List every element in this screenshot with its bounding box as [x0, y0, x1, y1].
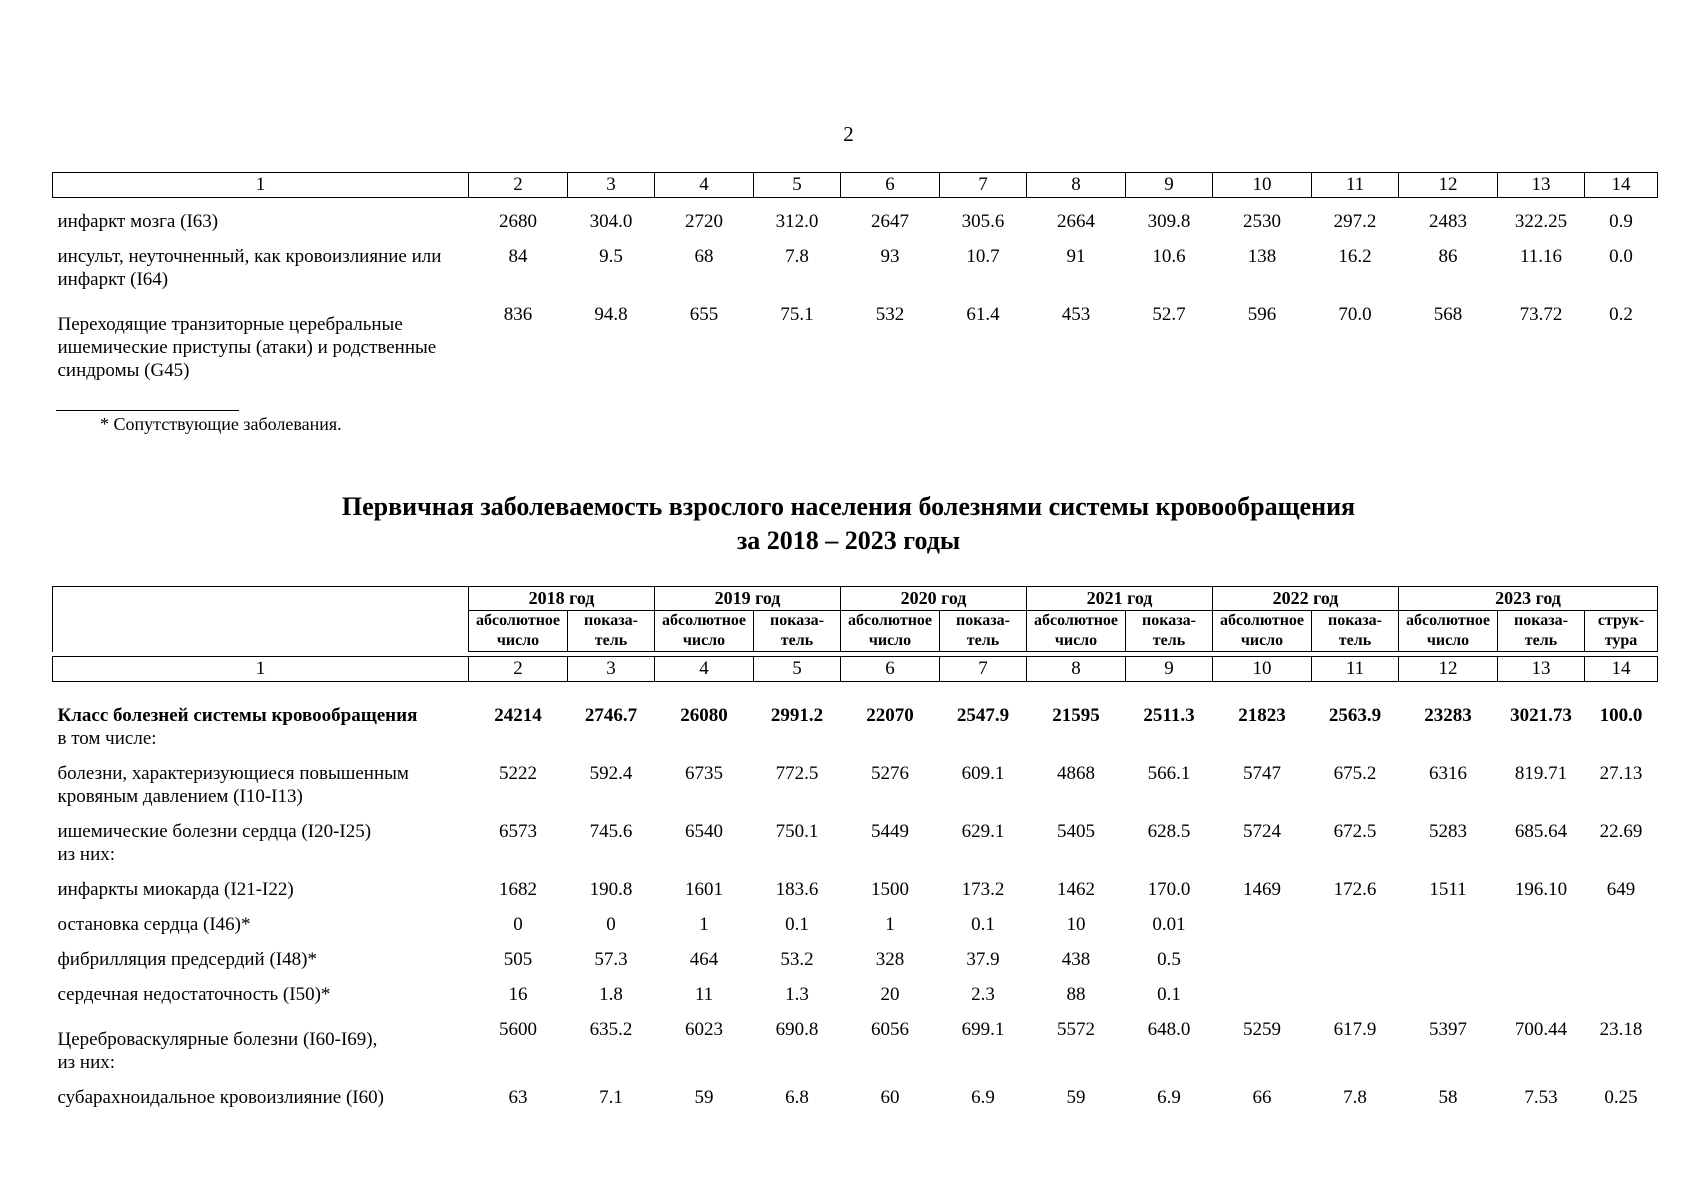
table-title	[0, 490, 1697, 558]
value-cell: 0.1	[1157, 984, 1181, 1005]
value-cell: 592.4	[589, 763, 633, 784]
rate-header: показа- тель	[568, 611, 655, 652]
value-cell: 568	[1433, 304, 1463, 325]
column-number-cell: 3	[568, 173, 655, 198]
value-cell: 20	[880, 984, 900, 1005]
value-cell: 22.69	[1599, 821, 1643, 842]
value-cell	[1585, 983, 1658, 1018]
column-number-cell: 2	[469, 173, 568, 198]
row-label-text: инфаркт мозга (I63)	[57, 211, 219, 232]
column-number-cell: 7	[940, 657, 1027, 682]
value-cell: 66	[1252, 1087, 1272, 1108]
value-cell: 7.1	[599, 1087, 623, 1108]
table-row	[53, 948, 1658, 983]
column-number-cell: 12	[1399, 173, 1498, 198]
value-cell: 5724	[1243, 821, 1281, 842]
value-cell	[1585, 948, 1658, 983]
year-2023-header: 2023 год	[1399, 587, 1658, 611]
row-label-text: Переходящие транзиторные церебральные ишемические приступы (атаки) и родственные синдромы (G45)	[57, 314, 437, 381]
value-cell	[1312, 948, 1399, 983]
rate-header: показа- тель	[1126, 611, 1213, 652]
value-cell: 1.3	[785, 984, 809, 1005]
row-label-text: Цереброваскулярные болезни (I60-I69),	[57, 1029, 378, 1050]
value-cell: 75.1	[780, 304, 814, 325]
value-cell: 5259	[1243, 1019, 1281, 1040]
value-cell	[1585, 913, 1658, 948]
abs-header: абсолютное число	[841, 611, 940, 652]
value-cell: 2563.9	[1328, 705, 1382, 726]
abs-header: абсолютное число	[1399, 611, 1498, 652]
value-cell: 10.6	[1152, 246, 1186, 267]
continuation-table	[52, 172, 1658, 394]
struct-header: струк- тура	[1585, 611, 1658, 652]
column-number-cell: 11	[1312, 173, 1399, 198]
value-cell: 304.0	[589, 211, 633, 232]
value-cell: 5397	[1429, 1019, 1467, 1040]
table-row	[53, 1086, 1658, 1121]
value-cell: 609.1	[961, 763, 1005, 784]
column-number-cell: 8	[1027, 173, 1126, 198]
abs-header: абсолютное число	[1027, 611, 1126, 652]
value-cell: 2720	[685, 211, 723, 232]
value-cell: 699.1	[961, 1019, 1005, 1040]
column-number-cell: 2	[469, 657, 568, 682]
value-cell: 6.9	[971, 1087, 995, 1108]
column-number-cell: 7	[940, 173, 1027, 198]
value-cell: 84	[508, 246, 528, 267]
value-cell: 60	[880, 1087, 900, 1108]
value-cell: 1	[699, 914, 709, 935]
value-cell: 173.2	[961, 879, 1005, 900]
table-row	[53, 210, 1658, 245]
value-cell: 10	[1066, 914, 1086, 935]
value-cell: 57.3	[594, 949, 628, 970]
value-cell: 2547.9	[956, 705, 1010, 726]
row-label	[53, 983, 469, 1018]
column-number-row	[53, 173, 1658, 198]
value-cell: 2511.3	[1143, 705, 1195, 726]
value-cell: 6.9	[1157, 1087, 1181, 1108]
table-row	[53, 245, 1658, 303]
column-number-cell: 14	[1585, 173, 1658, 198]
row-label	[53, 245, 469, 303]
table-row	[53, 1018, 1658, 1086]
value-cell: 70.0	[1338, 304, 1372, 325]
value-cell: 1462	[1057, 879, 1095, 900]
title-line-2: за 2018 – 2023 годы	[736, 526, 961, 555]
value-cell: 6316	[1429, 763, 1467, 784]
value-cell: 2.3	[971, 984, 995, 1005]
value-cell: 0.01	[1152, 914, 1186, 935]
value-cell: 2647	[871, 211, 909, 232]
value-cell	[1399, 983, 1498, 1018]
rate-header: показа- тель	[940, 611, 1027, 652]
value-cell: 6540	[685, 821, 723, 842]
value-cell: 3021.73	[1510, 705, 1572, 726]
value-cell: 5283	[1429, 821, 1467, 842]
value-cell: 1511	[1429, 879, 1467, 900]
value-cell: 23.18	[1599, 1019, 1643, 1040]
value-cell: 297.2	[1333, 211, 1377, 232]
value-cell: 0.2	[1609, 304, 1633, 325]
column-number-cell: 1	[53, 657, 469, 682]
row-label-text: сердечная недостаточность (I50)*	[57, 984, 331, 1005]
year-2022-header: 2022 год	[1213, 587, 1399, 611]
value-cell: 52.7	[1152, 304, 1186, 325]
value-cell: 23283	[1424, 705, 1472, 726]
value-cell: 183.6	[775, 879, 819, 900]
value-cell: 532	[875, 304, 905, 325]
value-cell: 635.2	[589, 1019, 633, 1040]
table-row	[53, 820, 1658, 878]
value-cell: 0.5	[1157, 949, 1181, 970]
value-cell: 649	[1606, 879, 1636, 900]
main-table	[52, 586, 1658, 1121]
row-label	[53, 303, 469, 394]
value-cell: 5572	[1057, 1019, 1095, 1040]
value-cell: 1469	[1243, 879, 1281, 900]
value-cell: 100.0	[1599, 705, 1643, 726]
row-label	[53, 1086, 469, 1121]
column-number-cell: 6	[841, 173, 940, 198]
table-row	[53, 704, 1658, 762]
column-number-cell: 10	[1213, 657, 1312, 682]
value-cell: 91	[1066, 246, 1086, 267]
row-label	[53, 878, 469, 913]
value-cell: 24214	[494, 705, 542, 726]
column-number-cell: 14	[1585, 657, 1658, 682]
value-cell: 11	[694, 984, 714, 1005]
value-cell: 305.6	[961, 211, 1005, 232]
value-cell: 94.8	[594, 304, 628, 325]
row-label-text: болезни, характеризующиеся повышенным кровяным давлением (I10-I13)	[57, 763, 409, 807]
value-cell: 655	[689, 304, 719, 325]
value-cell: 5405	[1057, 821, 1095, 842]
value-cell: 2483	[1429, 211, 1467, 232]
value-cell: 22070	[866, 705, 914, 726]
column-number-cell: 6	[841, 657, 940, 682]
column-number-cell: 11	[1312, 657, 1399, 682]
value-cell: 0	[513, 914, 523, 935]
value-cell	[1498, 948, 1585, 983]
column-number-row	[53, 657, 1658, 682]
value-cell: 63	[508, 1087, 528, 1108]
value-cell: 5222	[499, 763, 537, 784]
value-cell: 59	[1066, 1087, 1086, 1108]
value-cell: 0.9	[1609, 211, 1633, 232]
value-cell: 453	[1061, 304, 1091, 325]
value-cell: 93	[880, 246, 900, 267]
value-cell: 5747	[1243, 763, 1281, 784]
abs-header: абсолютное число	[655, 611, 754, 652]
value-cell: 566.1	[1147, 763, 1191, 784]
value-cell: 86	[1438, 246, 1458, 267]
row-label-text: инсульт, неуточненный, как кровоизлияние или инфаркт (I64)	[57, 246, 442, 290]
value-cell: 1682	[499, 879, 537, 900]
value-cell: 190.8	[589, 879, 633, 900]
row-label	[53, 948, 469, 983]
value-cell: 170.0	[1147, 879, 1191, 900]
footnote-rule	[56, 410, 239, 411]
value-cell: 672.5	[1333, 821, 1377, 842]
column-number-cell: 1	[53, 173, 469, 198]
table-row	[53, 303, 1658, 394]
value-cell: 1	[885, 914, 895, 935]
value-cell: 700.44	[1514, 1019, 1568, 1040]
value-cell: 5276	[871, 763, 909, 784]
value-cell: 505	[503, 949, 533, 970]
value-cell: 6735	[685, 763, 723, 784]
column-number-cell: 4	[655, 657, 754, 682]
value-cell	[1399, 913, 1498, 948]
value-cell: 53.2	[780, 949, 814, 970]
table-row	[53, 878, 1658, 913]
value-cell	[1399, 948, 1498, 983]
column-number-cell: 4	[655, 173, 754, 198]
row-label	[53, 820, 469, 878]
value-cell: 88	[1066, 984, 1086, 1005]
value-cell	[1498, 983, 1585, 1018]
column-number-cell: 3	[568, 657, 655, 682]
value-cell: 309.8	[1147, 211, 1191, 232]
value-cell: 0.1	[971, 914, 995, 935]
value-cell	[1213, 948, 1312, 983]
value-cell: 26080	[680, 705, 728, 726]
rate-header: показа- тель	[1498, 611, 1585, 652]
row-label	[53, 704, 469, 762]
value-cell	[1498, 913, 1585, 948]
value-cell: 2680	[499, 211, 537, 232]
table-row	[53, 762, 1658, 820]
value-cell: 0.25	[1604, 1087, 1638, 1108]
column-number-cell: 12	[1399, 657, 1498, 682]
rate-header: показа- тель	[754, 611, 841, 652]
column-number-cell: 5	[754, 657, 841, 682]
year-2019-header: 2019 год	[655, 587, 841, 611]
value-cell: 0	[606, 914, 616, 935]
row-sublabel: из них:	[57, 844, 116, 865]
year-2021-header: 2021 год	[1027, 587, 1213, 611]
value-cell: 438	[1061, 949, 1091, 970]
value-cell: 6023	[685, 1019, 723, 1040]
page-number: 2	[843, 122, 854, 146]
value-cell: 138	[1247, 246, 1277, 267]
value-cell: 6056	[871, 1019, 909, 1040]
value-cell: 68	[694, 246, 714, 267]
row-label	[53, 1018, 469, 1086]
value-cell: 5600	[499, 1019, 537, 1040]
value-cell: 4868	[1057, 763, 1095, 784]
value-cell: 27.13	[1599, 763, 1643, 784]
column-number-cell: 13	[1498, 657, 1585, 682]
value-cell: 629.1	[961, 821, 1005, 842]
value-cell: 819.71	[1514, 763, 1568, 784]
value-cell: 6573	[499, 821, 537, 842]
row-label-text: остановка сердца (I46)*	[57, 914, 251, 935]
value-cell: 16	[508, 984, 528, 1005]
value-cell: 745.6	[589, 821, 633, 842]
row-sublabel: в том числе:	[57, 728, 157, 749]
value-cell: 7.8	[1343, 1087, 1367, 1108]
value-cell: 0.0	[1609, 246, 1633, 267]
value-cell: 750.1	[775, 821, 819, 842]
value-cell: 2746.7	[584, 705, 638, 726]
column-number-cell: 5	[754, 173, 841, 198]
value-cell: 7.8	[785, 246, 809, 267]
value-cell: 1601	[685, 879, 723, 900]
value-cell: 9.5	[599, 246, 623, 267]
row-label	[53, 913, 469, 948]
row-sublabel: из них:	[57, 1052, 116, 1073]
column-number-cell: 13	[1498, 173, 1585, 198]
value-cell: 21823	[1238, 705, 1286, 726]
value-cell: 685.64	[1514, 821, 1568, 842]
value-cell: 690.8	[775, 1019, 819, 1040]
value-cell: 5449	[871, 821, 909, 842]
value-cell	[1312, 913, 1399, 948]
value-cell: 464	[689, 949, 719, 970]
value-cell	[1312, 983, 1399, 1018]
value-cell: 1.8	[599, 984, 623, 1005]
value-cell	[1213, 913, 1312, 948]
value-cell: 11.16	[1519, 246, 1563, 267]
column-number-cell: 10	[1213, 173, 1312, 198]
value-cell: 0.1	[785, 914, 809, 935]
column-number-cell: 9	[1126, 173, 1213, 198]
value-cell: 73.72	[1519, 304, 1563, 325]
title-line-1: Первичная заболеваемость взрослого населения болезнями системы кровообращения	[341, 492, 1356, 521]
rate-header: показа- тель	[1312, 611, 1399, 652]
value-cell: 2664	[1057, 211, 1095, 232]
value-cell: 322.25	[1514, 211, 1568, 232]
value-cell: 10.7	[966, 246, 1000, 267]
value-cell: 172.6	[1333, 879, 1377, 900]
value-cell: 312.0	[775, 211, 819, 232]
value-cell: 37.9	[966, 949, 1000, 970]
value-cell: 6.8	[785, 1087, 809, 1108]
row-label	[53, 210, 469, 245]
row-label-text: инфаркты миокарда (I21-I22)	[57, 879, 294, 900]
row-label-text: субарахноидальное кровоизлияние (I60)	[57, 1087, 384, 1108]
year-2018-header: 2018 год	[469, 587, 655, 611]
value-cell	[1213, 983, 1312, 1018]
value-cell: 7.53	[1524, 1087, 1558, 1108]
abs-header: абсолютное число	[1213, 611, 1312, 652]
value-cell: 58	[1438, 1087, 1458, 1108]
footnote: * Сопутствующие заболевания.	[100, 414, 342, 434]
year-2020-header: 2020 год	[841, 587, 1027, 611]
column-number-cell: 8	[1027, 657, 1126, 682]
value-cell: 617.9	[1333, 1019, 1377, 1040]
value-cell: 2991.2	[770, 705, 824, 726]
value-cell: 16.2	[1338, 246, 1372, 267]
column-number-cell: 9	[1126, 657, 1213, 682]
row-label-text: фибрилляция предсердий (I48)*	[57, 949, 317, 970]
value-cell: 59	[694, 1087, 714, 1108]
abs-header: абсолютное число	[469, 611, 568, 652]
value-cell: 628.5	[1147, 821, 1191, 842]
value-cell: 328	[875, 949, 905, 970]
row-label-text: Класс болезней системы кровообращения	[57, 705, 418, 726]
value-cell: 675.2	[1333, 763, 1377, 784]
value-cell: 196.10	[1514, 879, 1568, 900]
value-cell: 1500	[871, 879, 909, 900]
value-cell: 596	[1247, 304, 1277, 325]
value-cell: 648.0	[1147, 1019, 1191, 1040]
row-label-text: ишемические болезни сердца (I20-I25)	[57, 821, 372, 842]
table-row	[53, 983, 1658, 1018]
value-cell: 772.5	[775, 763, 819, 784]
value-cell: 21595	[1052, 705, 1100, 726]
header-blank-cell	[53, 587, 469, 652]
row-label	[53, 762, 469, 820]
value-cell: 2530	[1243, 211, 1281, 232]
value-cell: 836	[503, 304, 533, 325]
value-cell: 61.4	[966, 304, 1000, 325]
table-row	[53, 913, 1658, 948]
year-header-row	[53, 587, 1658, 611]
